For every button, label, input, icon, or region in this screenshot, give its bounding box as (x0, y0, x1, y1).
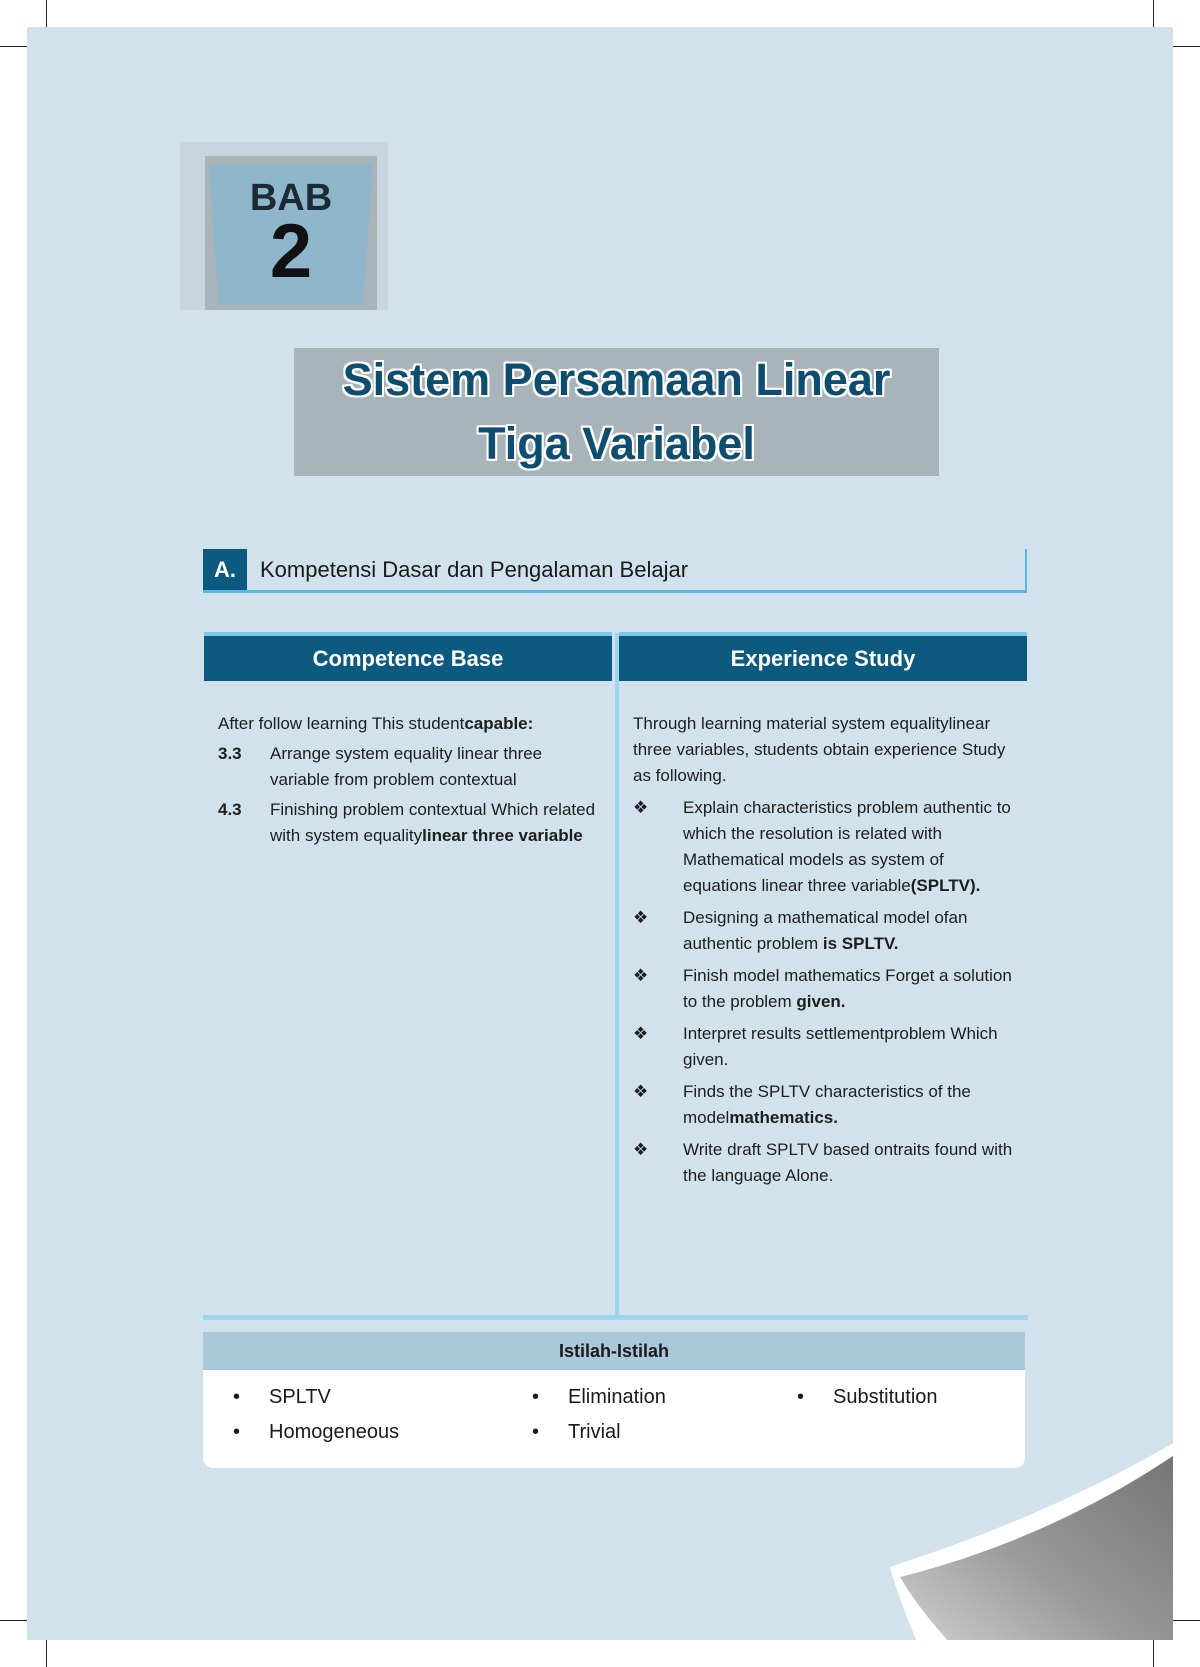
diamond-bullet-icon: ❖ (633, 966, 649, 985)
terms-header: Istilah-Istilah (203, 1332, 1025, 1370)
page-curl (890, 1427, 1173, 1640)
crop-mark (46, 0, 47, 30)
competence-item-text: Arrange system equality linear three variable from problem contextual (270, 744, 543, 789)
term-item: • Substitution (797, 1386, 938, 1408)
experience-bullet: ❖ Designing a mathematical model ofan authentic problem is SPLTV. (633, 905, 1018, 957)
chapter-title-line1: Sistem Persamaan Linear (342, 354, 891, 405)
dot-bullet-icon: • (532, 1421, 540, 1443)
section-title: Kompetensi Dasar dan Pengalaman Belajar (260, 557, 689, 582)
competence-item-text: Finishing problem contextual Which related with system equality (270, 800, 596, 845)
section-header (203, 549, 1027, 593)
competence-item-number: 4.3 (218, 800, 242, 819)
term-item: • Homogeneous (233, 1421, 400, 1443)
crop-mark (46, 1637, 47, 1667)
competence-item (218, 797, 603, 849)
experience-bullet: ❖ Write draft SPLTV based ontraits found with the language Alone. (633, 1137, 1018, 1189)
dot-bullet-icon: • (797, 1386, 805, 1408)
crop-mark (1153, 0, 1154, 30)
experience-bullet: ❖ Explain characteristics problem authentic to which the resolution is related with Mathematical models as system of equations linear three variable(SPLTV). (633, 795, 1018, 899)
chapter-title-line2: Tiga Variabel (478, 418, 755, 469)
term-item: • SPLTV (233, 1386, 331, 1408)
competence-header: Competence Base (204, 632, 612, 681)
diamond-bullet-icon: ❖ (633, 1140, 649, 1159)
diamond-bullet-icon: ❖ (633, 1024, 649, 1043)
competence-intro-bold: capable: (464, 714, 534, 733)
experience-bullet: ❖ Interpret results settlementproblem Which given. (633, 1021, 1018, 1073)
experience-column (633, 711, 1018, 1189)
competence-item (218, 741, 603, 793)
experience-bullet: ❖ Finish model mathematics Forget a solution to the problem given. (633, 963, 1018, 1015)
diamond-bullet-icon: ❖ (633, 798, 649, 817)
dot-bullet-icon: • (233, 1421, 241, 1443)
experience-intro: Through learning material system equalitylinear three variables, students obtain experience Study as following. (633, 714, 1006, 785)
chapter-word: BAB (249, 177, 333, 219)
column-divider (615, 633, 619, 1319)
table-bottom-rule (203, 1315, 1028, 1320)
section-letter: A. (203, 549, 247, 590)
term-item: • Trivial (532, 1421, 621, 1443)
competence-item-bold: linear three variable (422, 826, 583, 845)
chapter-number: 2 (269, 209, 313, 294)
crop-mark (1153, 1637, 1154, 1667)
chapter-title (294, 348, 939, 476)
competence-item-number: 3.3 (218, 744, 242, 763)
dot-bullet-icon: • (532, 1386, 540, 1408)
diamond-bullet-icon: ❖ (633, 908, 649, 927)
competence-intro: After follow learning This studentcapable: (218, 714, 534, 733)
term-item: • Elimination (532, 1386, 666, 1408)
diamond-bullet-icon: ❖ (633, 1082, 649, 1101)
competence-column (218, 711, 603, 849)
page (27, 27, 1173, 1640)
dot-bullet-icon: • (233, 1386, 241, 1408)
experience-bullet: ❖ Finds the SPLTV characteristics of the modelmathematics. (633, 1079, 1018, 1131)
experience-header: Experience Study (619, 632, 1027, 681)
